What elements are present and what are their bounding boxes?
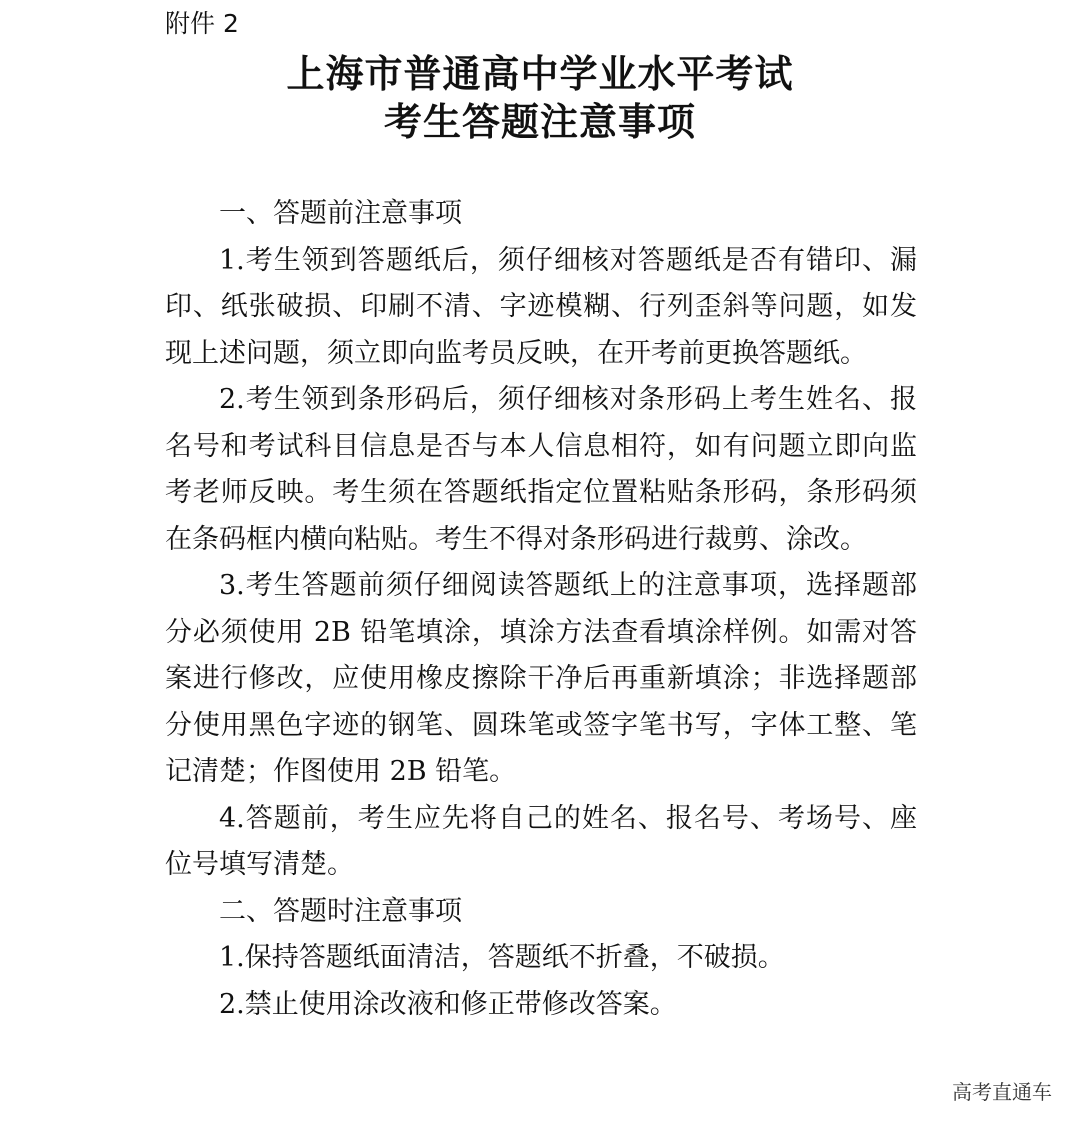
attachment-label: 附件 2 — [165, 9, 239, 38]
document-body — [165, 191, 917, 1028]
paragraph-item-6: 2.禁止使用涂改液和修正带修改答案。 — [219, 988, 677, 1020]
watermark-text: 高考直通车 — [952, 1080, 1052, 1104]
document-title-line-1: 上海市普通高中学业水平考试 — [286, 52, 794, 96]
document-title-line-2: 考生答题注意事项 — [383, 100, 696, 144]
paragraph-item-2: 2.考生领到条形码后，须仔细核对条形码上考生姓名、报名号和考试科目信息是否与本人信息相符，如有问题立即向监考老师反映。考生须在答题纸指定位置粘贴条形码，条形码须在条码框内横向粘贴。考生不得对条形码进行裁剪、涂改。 — [165, 384, 917, 555]
section-heading-during-answering: 二、答题时注意事项 — [219, 895, 462, 927]
paragraph-item-3: 3.考生答题前须仔细阅读答题纸上的注意事项，选择题部分必须使用 2B 铅笔填涂，填涂方法查看填涂样例。如需对答案进行修改，应使用橡皮擦除干净后再重新填涂；非选择题部分使用黑色字迹的钢笔、圆珠笔或签字笔书写，字体工整、笔记清楚；作图使用 2B 铅笔。 — [165, 570, 917, 787]
paragraph-item-1: 1.考生领到答题纸后，须仔细核对答题纸是否有错印、漏印、纸张破损、印刷不清、字迹模糊、行列歪斜等问题，如发现上述问题，须立即向监考员反映，在开考前更换答题纸。 — [165, 244, 917, 369]
section-heading-before-answering: 一、答题前注意事项 — [219, 198, 462, 229]
paragraph-item-5: 1.保持答题纸面清洁，答题纸不折叠，不破损。 — [219, 942, 785, 973]
paragraph-item-4: 4.答题前，考生应先将自己的姓名、报名号、考场号、座位号填写清楚。 — [165, 802, 917, 880]
